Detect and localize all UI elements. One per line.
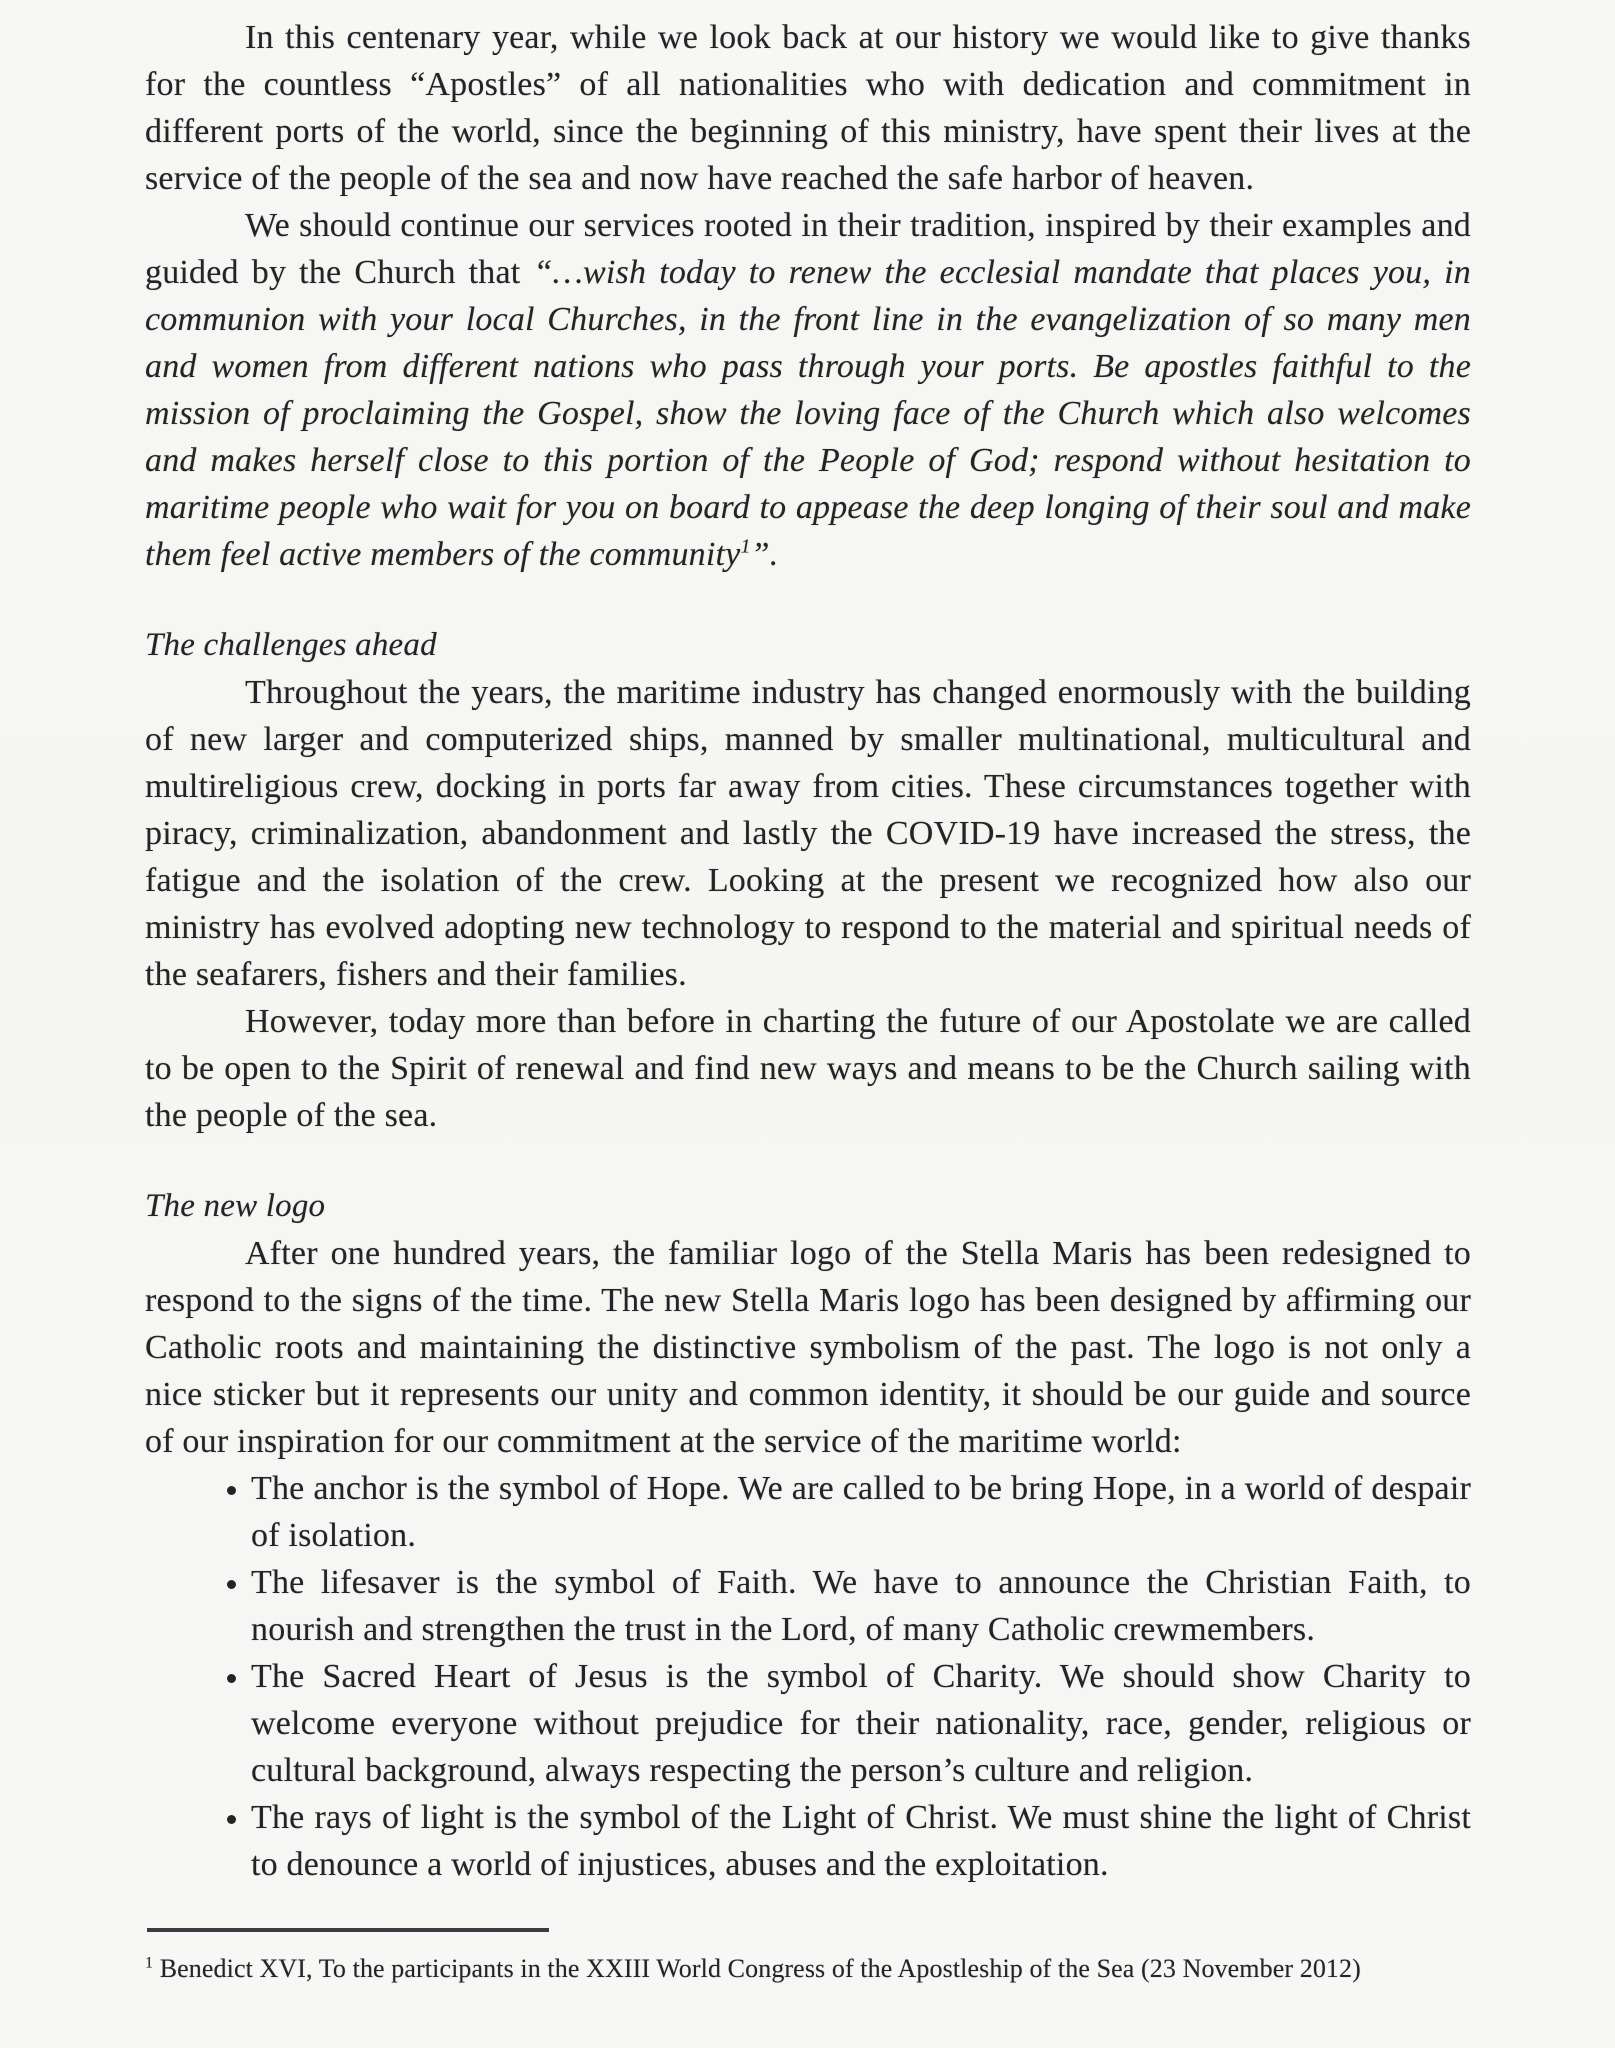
footnote-reference: 1 (740, 535, 751, 558)
footnote-separator (147, 1928, 549, 1932)
benedict-quote-close: ”. (750, 536, 779, 573)
list-item-rays-light: • The rays of light is the symbol of the Light of Christ. We must shine the light of Christ to denounce a world of injustices, abuses and the exploitation. (251, 1794, 1471, 1888)
paragraph-challenges-2: However, today more than before in charting the future of our Apostolate we are called to be open to the Spirit of renewal and find new ways and means to be the Church sailing with the people of the sea. (145, 1003, 1471, 1134)
logo-symbols-list (145, 1465, 1471, 1888)
paragraph-centenary-text: In this centenary year, while we look back at our history we would like to give thanks for the countless “Apostles” of all nationalities who with dedication and commitment in different ports of the world, since the beginning of this ministry, have spent their lives at the service of the people of the sea and now have reached the safe harbor of heaven. (145, 19, 1471, 197)
list-item-lifesaver-faith: • The lifesaver is the symbol of Faith. We have to announce the Christian Faith, to nourish and strengthen the trust in the Lord, of many Catholic crewmembers. (251, 1559, 1471, 1653)
footnote (145, 1952, 1471, 1986)
paragraph-centenary (145, 14, 1471, 202)
paragraph-services (145, 202, 1471, 578)
section-heading-challenges: The challenges ahead (145, 627, 437, 663)
footnote-marker: 1 (145, 1954, 154, 1972)
footnote-area (145, 1928, 1471, 1986)
section-heading-new-logo: The new logo (145, 1188, 326, 1224)
paragraph-services-lead: We should continue our services rooted in their tradition, inspired by their examples and guided by the Church that (145, 207, 1471, 291)
paragraph-challenges-1: Throughout the years, the maritime industry has changed enormously with the building of new larger and computerized ships, manned by smaller multinational, multicultural and multireligious crew, docking in ports far away from cities. These circumstances together with piracy, criminalization, abandonment and lastly the COVID-19 have increased the stress, the fatigue and the isolation of the crew. Looking at the present we recognized how also our ministry has evolved adopting new technology to respond to the material and spiritual needs of the seafarers, fishers and their families. (145, 674, 1471, 993)
list-item-anchor-hope: • The anchor is the symbol of Hope. We are called to be bring Hope, in a world of despair of isolation. (251, 1465, 1471, 1559)
footnote-text: Benedict XVI, To the participants in the XXIII World Congress of the Apostleship of the Sea (23 November 2012) (159, 1954, 1361, 1983)
paragraph-new-logo: After one hundred years, the familiar logo of the Stella Maris has been redesigned to respond to the signs of the time. The new Stella Maris logo has been designed by affirming our Catholic roots and maintaining the distinctive symbolism of the past. The logo is not only a nice sticker but it represents our unity and common identity, it should be our guide and source of our inspiration for our commitment at the service of the maritime world: (145, 1235, 1471, 1460)
list-item-sacred-heart-charity: • The Sacred Heart of Jesus is the symbol of Charity. We should show Charity to welcome everyone without prejudice for their nationality, race, gender, religious or cultural background, always respecting the person’s culture and religion. (251, 1653, 1471, 1794)
benedict-quote: “…wish today to renew the ecclesial mandate that places you, in communion with your local Churches, in the front line in the evangelization of so many men and women from different nations who pass through your ports. Be apostles faithful to the mission of proclaiming the Gospel, show the loving face of the Church which also welcomes and makes herself close to this portion of the People of God; respond without hesitation to maritime people who wait for you on board to appease the deep longing of their soul and make them feel active members of the community (145, 254, 1471, 573)
